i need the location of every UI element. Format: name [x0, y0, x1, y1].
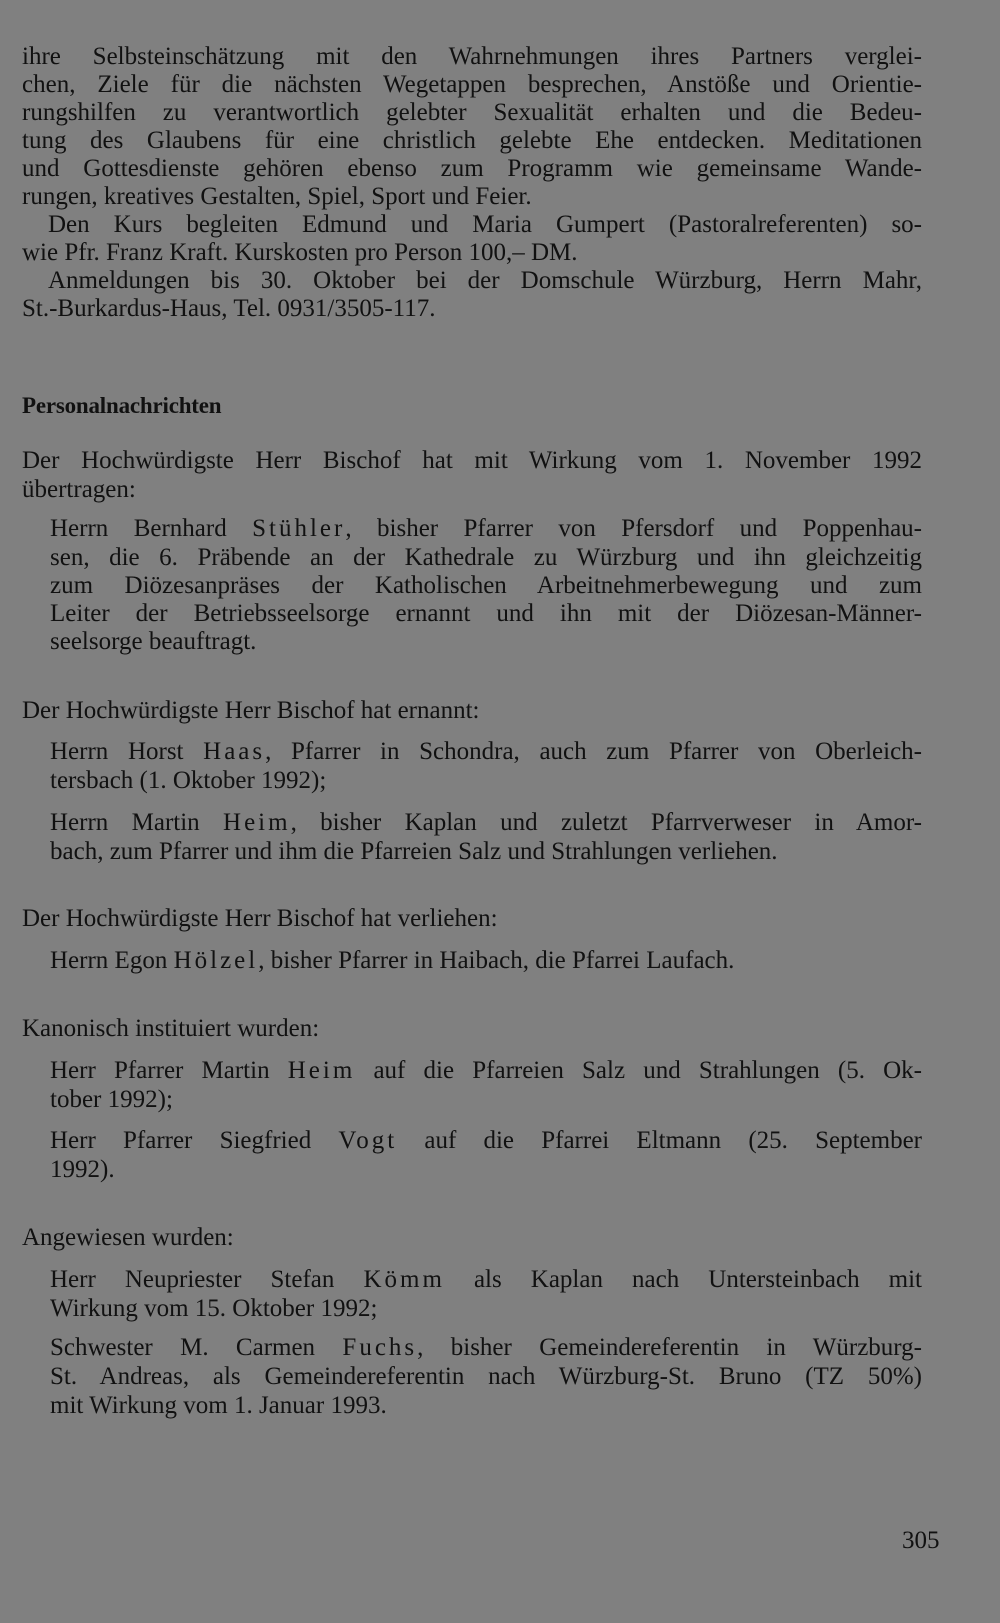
- block-lead: Angewiesen wurden:: [22, 1224, 234, 1251]
- entry-line: seelsorge beauftragt.: [50, 628, 257, 655]
- intro-line: und Gottesdienste gehören ebenso zum Programm wie gemeinsame Wande-: [22, 155, 922, 182]
- intro-line: chen, Ziele für die nächsten Wegetappen besprechen, Anstöße und Orientie-: [22, 71, 922, 98]
- intro-line: wie Pfr. Franz Kraft. Kurskosten pro Person 100,– DM.: [22, 239, 578, 266]
- entry-line: Herrn Egon Hölzel, bisher Pfarrer in Haibach, die Pfarrei Laufach.: [50, 947, 735, 974]
- entry-line: mit Wirkung vom 1. Januar 1993.: [50, 1392, 387, 1419]
- person-name: Stühler: [252, 515, 346, 542]
- entry-line: St. Andreas, als Gemeindereferentin nach Würzburg-St. Bruno (TZ 50%): [50, 1363, 922, 1390]
- page-number: 305: [902, 1527, 940, 1554]
- block-lead: Kanonisch instituiert wurden:: [22, 1015, 320, 1042]
- entry-line: Herrn Horst Haas, Pfarrer in Schondra, auch zum Pfarrer von Oberleich-: [50, 738, 923, 765]
- entry-line: sen, die 6. Präbende an der Kathedrale zu Würzburg und ihn gleichzeitig: [50, 544, 922, 571]
- entry-line: Leiter der Betriebsseelsorge ernannt und ihn mit der Diözesan-Männer-: [50, 600, 922, 627]
- person-name: Fuchs: [342, 1334, 418, 1361]
- entry-line: Herrn Martin Heim, bisher Kaplan und zuletzt Pfarrverweser in Amor-: [50, 809, 922, 836]
- entry-line: tersbach (1. Oktober 1992);: [50, 767, 327, 794]
- intro-line: rungen, kreatives Gestalten, Spiel, Sport und Feier.: [22, 183, 532, 210]
- person-name: Kömm: [363, 1266, 445, 1293]
- person-name: Heim: [223, 809, 291, 836]
- entry-line: Wirkung vom 15. Oktober 1992;: [50, 1295, 378, 1322]
- intro-line: Den Kurs begleiten Edmund und Maria Gumpert (Pastoralreferenten) so-: [48, 211, 922, 238]
- intro-line: tung des Glaubens für eine christlich gelebte Ehe entdecken. Meditationen: [22, 127, 922, 154]
- entry-line: zum Diözesanpräses der Katholischen Arbeitnehmerbewegung und zum: [50, 572, 922, 599]
- entry-line: Herr Neupriester Stefan Kömm als Kaplan nach Untersteinbach mit: [50, 1266, 922, 1293]
- intro-line: St.-Burkardus-Haus, Tel. 0931/3505-117.: [22, 295, 436, 322]
- block-lead: übertragen:: [22, 476, 136, 503]
- intro-line: ihre Selbsteinschätzung mit den Wahrnehmungen ihres Partners verglei-: [22, 43, 922, 70]
- intro-line: Anmeldungen bis 30. Oktober bei der Domschule Würzburg, Herrn Mahr,: [48, 267, 922, 294]
- block-lead: Der Hochwürdigste Herr Bischof hat mit Wirkung vom 1. November 1992: [22, 447, 922, 474]
- block-lead: Der Hochwürdigste Herr Bischof hat verliehen:: [22, 905, 498, 932]
- intro-line: rungshilfen zu verantwortlich gelebter Sexualität erhalten und die Bedeu-: [22, 99, 922, 126]
- entry-line: Herr Pfarrer Siegfried Vogt auf die Pfarrei Eltmann (25. September: [50, 1127, 922, 1154]
- person-name: Vogt: [338, 1127, 398, 1154]
- block-lead: Der Hochwürdigste Herr Bischof hat ernannt:: [22, 697, 480, 724]
- entry-line: bach, zum Pfarrer und ihm die Pfarreien Salz und Strahlungen verliehen.: [50, 838, 778, 865]
- entry-line: Herr Pfarrer Martin Heim auf die Pfarreien Salz und Strahlungen (5. Ok-: [50, 1057, 922, 1084]
- person-name: Hölzel: [173, 947, 259, 974]
- person-name: Haas: [203, 738, 266, 765]
- person-name: Heim: [287, 1057, 356, 1084]
- entry-line: Schwester M. Carmen Fuchs, bisher Gemeindereferentin in Würzburg-: [50, 1334, 922, 1361]
- entry-line: tober 1992);: [50, 1086, 173, 1113]
- document-page: [22, 36, 940, 1596]
- entry-line: 1992).: [50, 1156, 115, 1183]
- section-heading: Personalnachrichten: [22, 393, 222, 418]
- entry-line: Herrn Bernhard Stühler, bisher Pfarrer von Pfersdorf und Poppenhau-: [50, 515, 922, 542]
